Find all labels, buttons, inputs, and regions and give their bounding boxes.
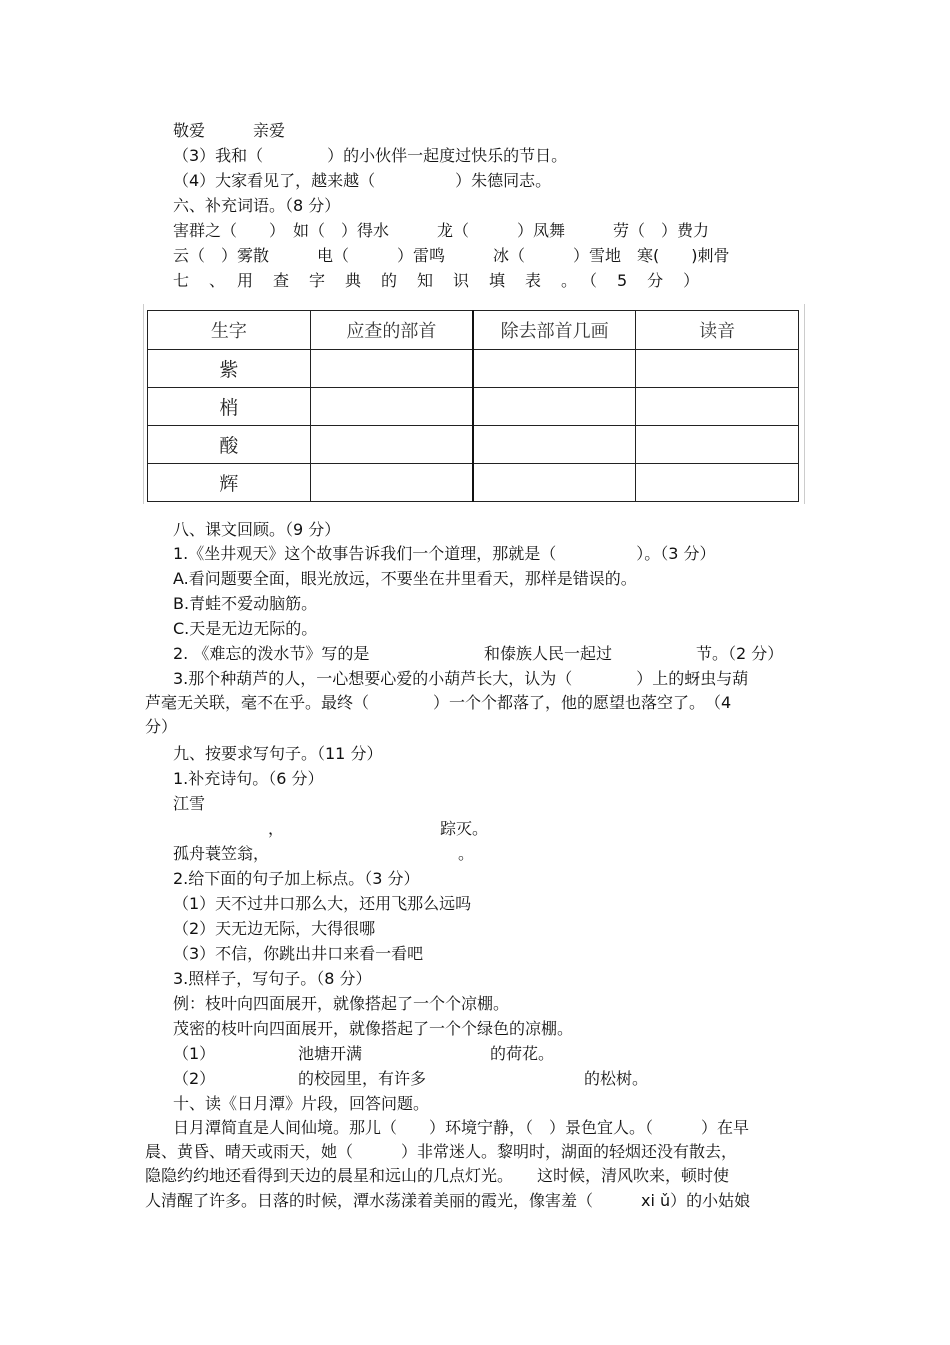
example-sentence: 例：枝叶向四面展开，就像搭起了一个个凉棚。 <box>173 994 510 1013</box>
question-5-4: （4）大家看见了，越来越（ ）朱德同志。 <box>173 171 552 190</box>
table-cell-blank[interactable] <box>636 426 799 464</box>
header-pronunciation: 读音 <box>636 311 799 350</box>
question-8-2-part3: 节。（2 分） <box>696 644 784 663</box>
poem-line-2-end: 踪灭。 <box>440 819 489 838</box>
exercise-1-end: 的荷花。 <box>490 1044 555 1063</box>
exercise-2-num: （2） <box>173 1069 216 1088</box>
table-header-row <box>148 311 799 350</box>
dictionary-table <box>147 310 799 502</box>
question-9-1: 1.补充诗句。（6 分） <box>173 769 324 788</box>
header-strokes: 除去部首几画 <box>473 311 636 350</box>
punctuation-1: （1）天不过井口那么大，还用飞那么远吗 <box>173 894 472 913</box>
section-6-title: 六、补充词语。（8 分） <box>173 196 341 215</box>
question-8-3-line1: 3.那个种葫芦的人，一心想要心爱的小葫芦长大，认为（ ）上的蚜虫与葫 <box>173 669 749 688</box>
poem-line-2-comma: ， <box>268 819 285 838</box>
table-cell-blank[interactable] <box>473 388 636 426</box>
option-b: B.青蛙不爱动脑筋。 <box>173 594 318 613</box>
question-8-3-line3: 分） <box>145 717 178 736</box>
header-character: 生字 <box>148 311 311 350</box>
poem-title: 江雪 <box>173 794 206 813</box>
exercise-2-end: 的松树。 <box>584 1069 649 1088</box>
question-8-2-part1: 2. 《难忘的泼水节》写的是 <box>173 644 370 663</box>
table-cell-blank[interactable] <box>473 350 636 388</box>
question-9-2: 2.给下面的句子加上标点。（3 分） <box>173 869 420 888</box>
idiom-row-2: 云（ ）雾散 电（ ）雷鸣 冰（ ）雪地 寒( )刺骨 <box>173 246 730 265</box>
table-cell-blank[interactable] <box>636 464 799 502</box>
section-9-title: 九、按要求写句子。（11 分） <box>173 744 383 763</box>
table-cell-blank[interactable] <box>473 426 636 464</box>
section-10-title: 十、读《日月潭》片段，回答问题。 <box>173 1094 430 1113</box>
passage-line-3: 隐隐约约地还看得到天边的晨星和远山的几点灯光。 这时候，清风吹来，顿时使 <box>145 1166 730 1185</box>
question-5-3: （3）我和（ ）的小伙伴一起度过快乐的节日。 <box>173 146 568 165</box>
table-row <box>148 464 799 502</box>
table-cell-character: 梢 <box>148 388 311 426</box>
option-c: C.天是无边无际的。 <box>173 619 318 638</box>
question-9-3: 3.照样子，写句子。（8 分） <box>173 969 372 988</box>
exercise-1-num: （1） <box>173 1044 216 1063</box>
table-row <box>148 350 799 388</box>
passage-line-1: 日月潭简直是人间仙境。那儿（ ）环境宁静，（ ）景色宜人。（ ）在早 <box>173 1118 750 1137</box>
question-8-2-part2: 和傣族人民一起过 <box>484 644 613 663</box>
punctuation-2: （2）天无边无际，大得很哪 <box>173 919 376 938</box>
idiom-row-1: 害群之（ ） 如（ ）得水 龙（ ）凤舞 劳（ ）费力 <box>173 221 710 240</box>
table-cell-blank[interactable] <box>310 464 473 502</box>
exercise-2-mid: 的校园里，有许多 <box>298 1069 427 1088</box>
poem-line-3: 孤舟蓑笠翁， <box>173 844 270 863</box>
table-cell-blank[interactable] <box>636 388 799 426</box>
table-cell-character: 辉 <box>148 464 311 502</box>
exercise-1-mid: 池塘开满 <box>298 1044 363 1063</box>
word-options: 敬爱 亲爱 <box>173 121 286 140</box>
table-cell-character: 酸 <box>148 426 311 464</box>
table-cell-blank[interactable] <box>310 426 473 464</box>
example-expanded: 茂密的枝叶向四面展开，就像搭起了一个个绿色的凉棚。 <box>173 1019 574 1038</box>
table-cell-blank[interactable] <box>473 464 636 502</box>
option-a: A.看问题要全面，眼光放远，不要坐在井里看天，那样是错误的。 <box>173 569 637 588</box>
question-8-1: 1.《坐井观天》这个故事告诉我们一个道理，那就是（ ）。（3 分） <box>173 544 716 563</box>
table-cell-blank[interactable] <box>310 350 473 388</box>
passage-line-4: 人清醒了许多。日落的时候，潭水荡漾着美丽的霞光，像害羞（ xi ǔ）的小姑娘 <box>145 1191 751 1210</box>
table-row <box>148 426 799 464</box>
table-cell-character: 紫 <box>148 350 311 388</box>
table-cell-blank[interactable] <box>636 350 799 388</box>
poem-line-4-end: 。 <box>458 844 475 863</box>
header-radical: 应查的部首 <box>310 311 473 350</box>
section-8-title: 八、课文回顾。（9 分） <box>173 520 341 539</box>
section-7-title: 七 、 用 查 字 典 的 知 识 填 表 。 （ 5 分 ） <box>173 271 702 290</box>
punctuation-3: （3）不信，你跳出井口来看一看吧 <box>173 944 424 963</box>
passage-line-2: 晨、黄昏、晴天或雨天，她（ ）非常迷人。黎明时，湖面的轻烟还没有散去， <box>145 1142 738 1161</box>
table-cell-blank[interactable] <box>310 388 473 426</box>
question-8-3-line2: 芦毫无关联，毫不在乎。最终（ ）一个个都落了，他的愿望也落空了。 （4 <box>145 693 732 712</box>
table-row <box>148 388 799 426</box>
